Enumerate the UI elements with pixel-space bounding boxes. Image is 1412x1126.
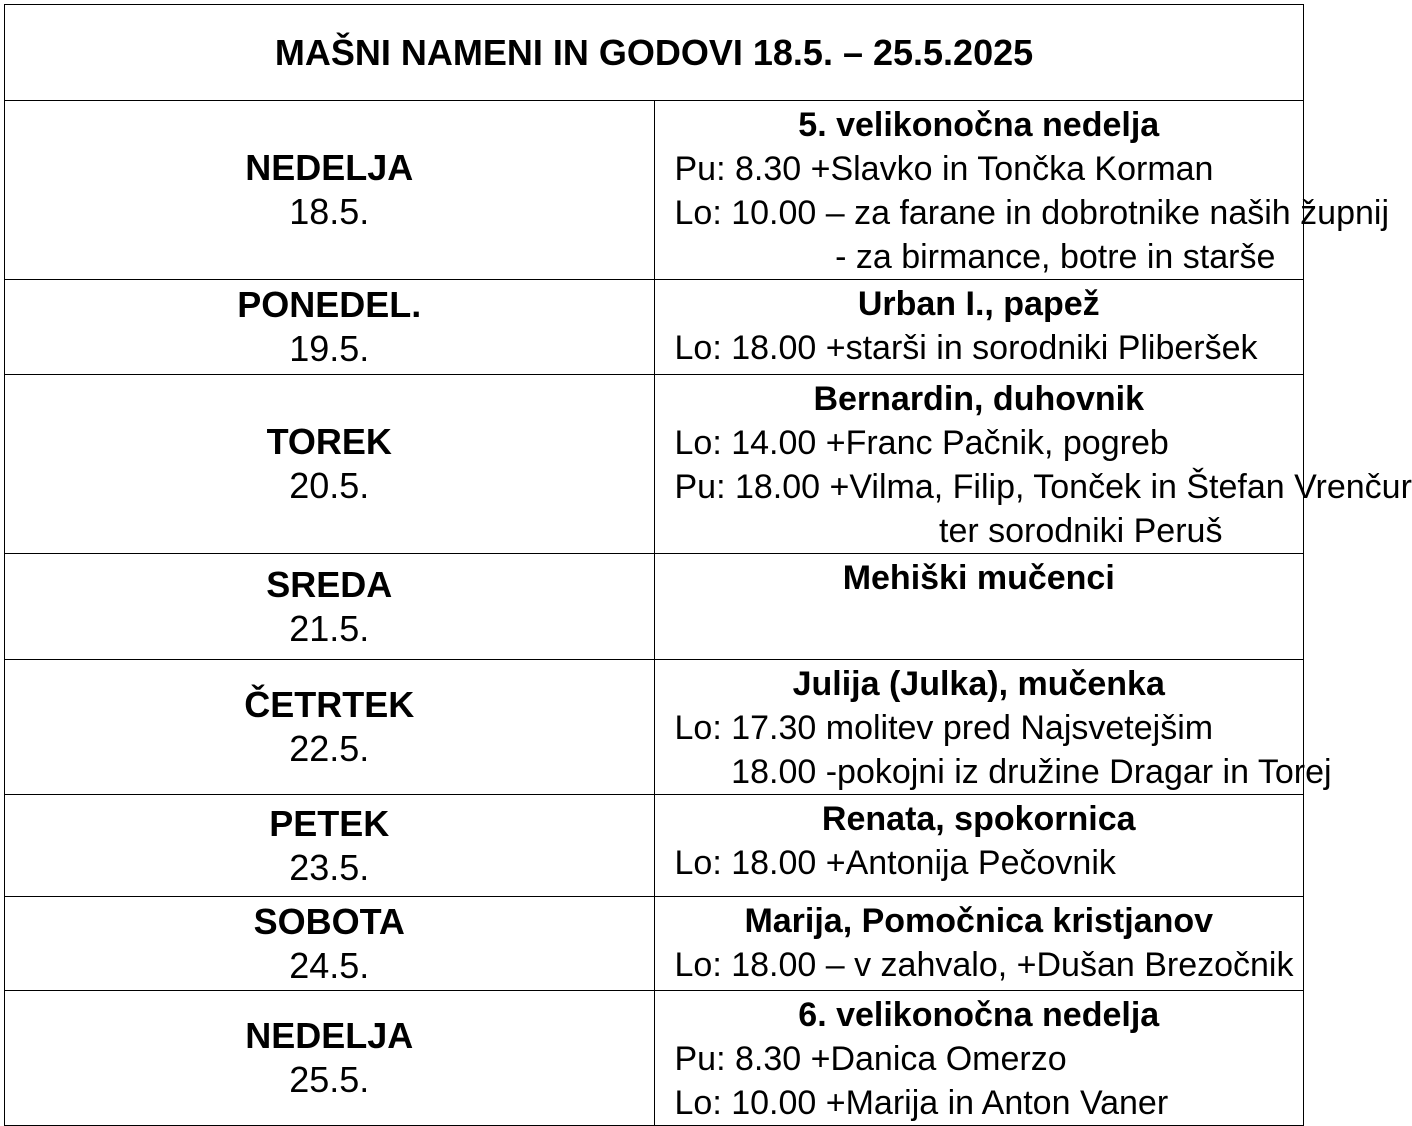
day-label-cell xyxy=(5,660,655,795)
day-label-cell xyxy=(5,554,655,660)
day-date: 23.5. xyxy=(289,846,370,888)
day-label-cell xyxy=(5,897,655,991)
day-name: NEDELJA xyxy=(245,1015,414,1056)
day-label-cell xyxy=(5,375,655,554)
day-name: NEDELJA xyxy=(245,147,414,188)
day-row xyxy=(5,280,1304,375)
day-name: SREDA xyxy=(266,563,393,605)
day-label-cell xyxy=(5,280,655,375)
day-date: 21.5. xyxy=(289,607,370,649)
day-content-cell xyxy=(654,375,1412,554)
day-name: SOBOTA xyxy=(253,900,405,942)
feast-title: Marija, Pomočnica kristjanov xyxy=(744,902,1214,940)
day-row xyxy=(5,660,1304,795)
day-date: 24.5. xyxy=(289,944,370,986)
day-date: 22.5. xyxy=(289,728,370,769)
feast-title: 6. velikonočna nedelja xyxy=(798,996,1160,1034)
mass-intention-line: Pu: 8.30 +Slavko in Tončka Korman xyxy=(674,150,1214,188)
day-label-cell xyxy=(5,795,655,897)
day-date: 25.5. xyxy=(289,1059,370,1100)
day-date: 20.5. xyxy=(289,465,370,506)
feast-title: Julija (Julka), mučenka xyxy=(792,665,1165,703)
mass-intention-line: Lo: 14.00 +Franc Pačnik, pogreb xyxy=(674,424,1169,462)
mass-intention-line: - za birmance, botre in starše xyxy=(674,238,1276,276)
day-content-cell xyxy=(654,280,1304,375)
feast-title: Bernardin, duhovnik xyxy=(813,380,1145,418)
mass-intention-line: Lo: 18.00 +Antonija Pečovnik xyxy=(674,844,1116,882)
day-content-cell xyxy=(654,897,1304,991)
day-row xyxy=(5,375,1304,554)
day-name: PONEDEL. xyxy=(237,284,422,325)
feast-title: Renata, spokornica xyxy=(821,800,1136,838)
mass-intention-line: Lo: 10.00 – za farane in dobrotnike naših župnij xyxy=(674,194,1389,232)
page-title: MAŠNI NAMENI IN GODOVI 18.5. – 25.5.2025 xyxy=(5,5,1304,101)
day-content-cell xyxy=(654,660,1332,795)
schedule-table xyxy=(4,4,1412,1126)
day-name: TOREK xyxy=(266,421,392,462)
feast-title: Urban I., papež xyxy=(857,285,1100,323)
day-content-cell xyxy=(654,554,1304,660)
day-name: ČETRTEK xyxy=(244,684,415,725)
feast-title: 5. velikonočna nedelja xyxy=(798,106,1160,144)
day-name: PETEK xyxy=(269,802,390,844)
mass-intention-line: Lo: 17.30 molitev pred Najsvetejšim xyxy=(674,709,1214,747)
day-content-cell xyxy=(654,991,1304,1126)
day-label-cell xyxy=(5,991,655,1126)
mass-intention-line: Lo: 18.00 – v zahvalo, +Dušan Brezočnik xyxy=(674,946,1294,984)
day-row xyxy=(5,554,1304,660)
day-content-cell xyxy=(654,101,1389,280)
mass-intention-line: 18.00 -pokojni iz družine Dragar in Torej xyxy=(674,753,1332,791)
day-row xyxy=(5,897,1304,991)
title-row xyxy=(5,5,1304,101)
mass-intention-line: Pu: 18.00 +Vilma, Filip, Tonček in Štefan Vrenčur xyxy=(674,468,1412,506)
mass-intention-line: Pu: 8.30 +Danica Omerzo xyxy=(674,1040,1067,1078)
day-content-cell xyxy=(654,795,1304,897)
day-date: 19.5. xyxy=(289,328,370,369)
day-row xyxy=(5,795,1304,897)
day-label-cell xyxy=(5,101,655,280)
mass-intention-line: Lo: 18.00 +starši in sorodniki Pliberšek xyxy=(674,329,1258,367)
day-row xyxy=(5,101,1304,280)
mass-intention-line: Lo: 10.00 +Marija in Anton Vaner xyxy=(674,1084,1169,1122)
feast-title: Mehiški mučenci xyxy=(842,559,1115,597)
mass-intention-line: ter sorodniki Peruš xyxy=(674,512,1223,550)
day-row xyxy=(5,991,1304,1126)
day-date: 18.5. xyxy=(289,191,370,232)
